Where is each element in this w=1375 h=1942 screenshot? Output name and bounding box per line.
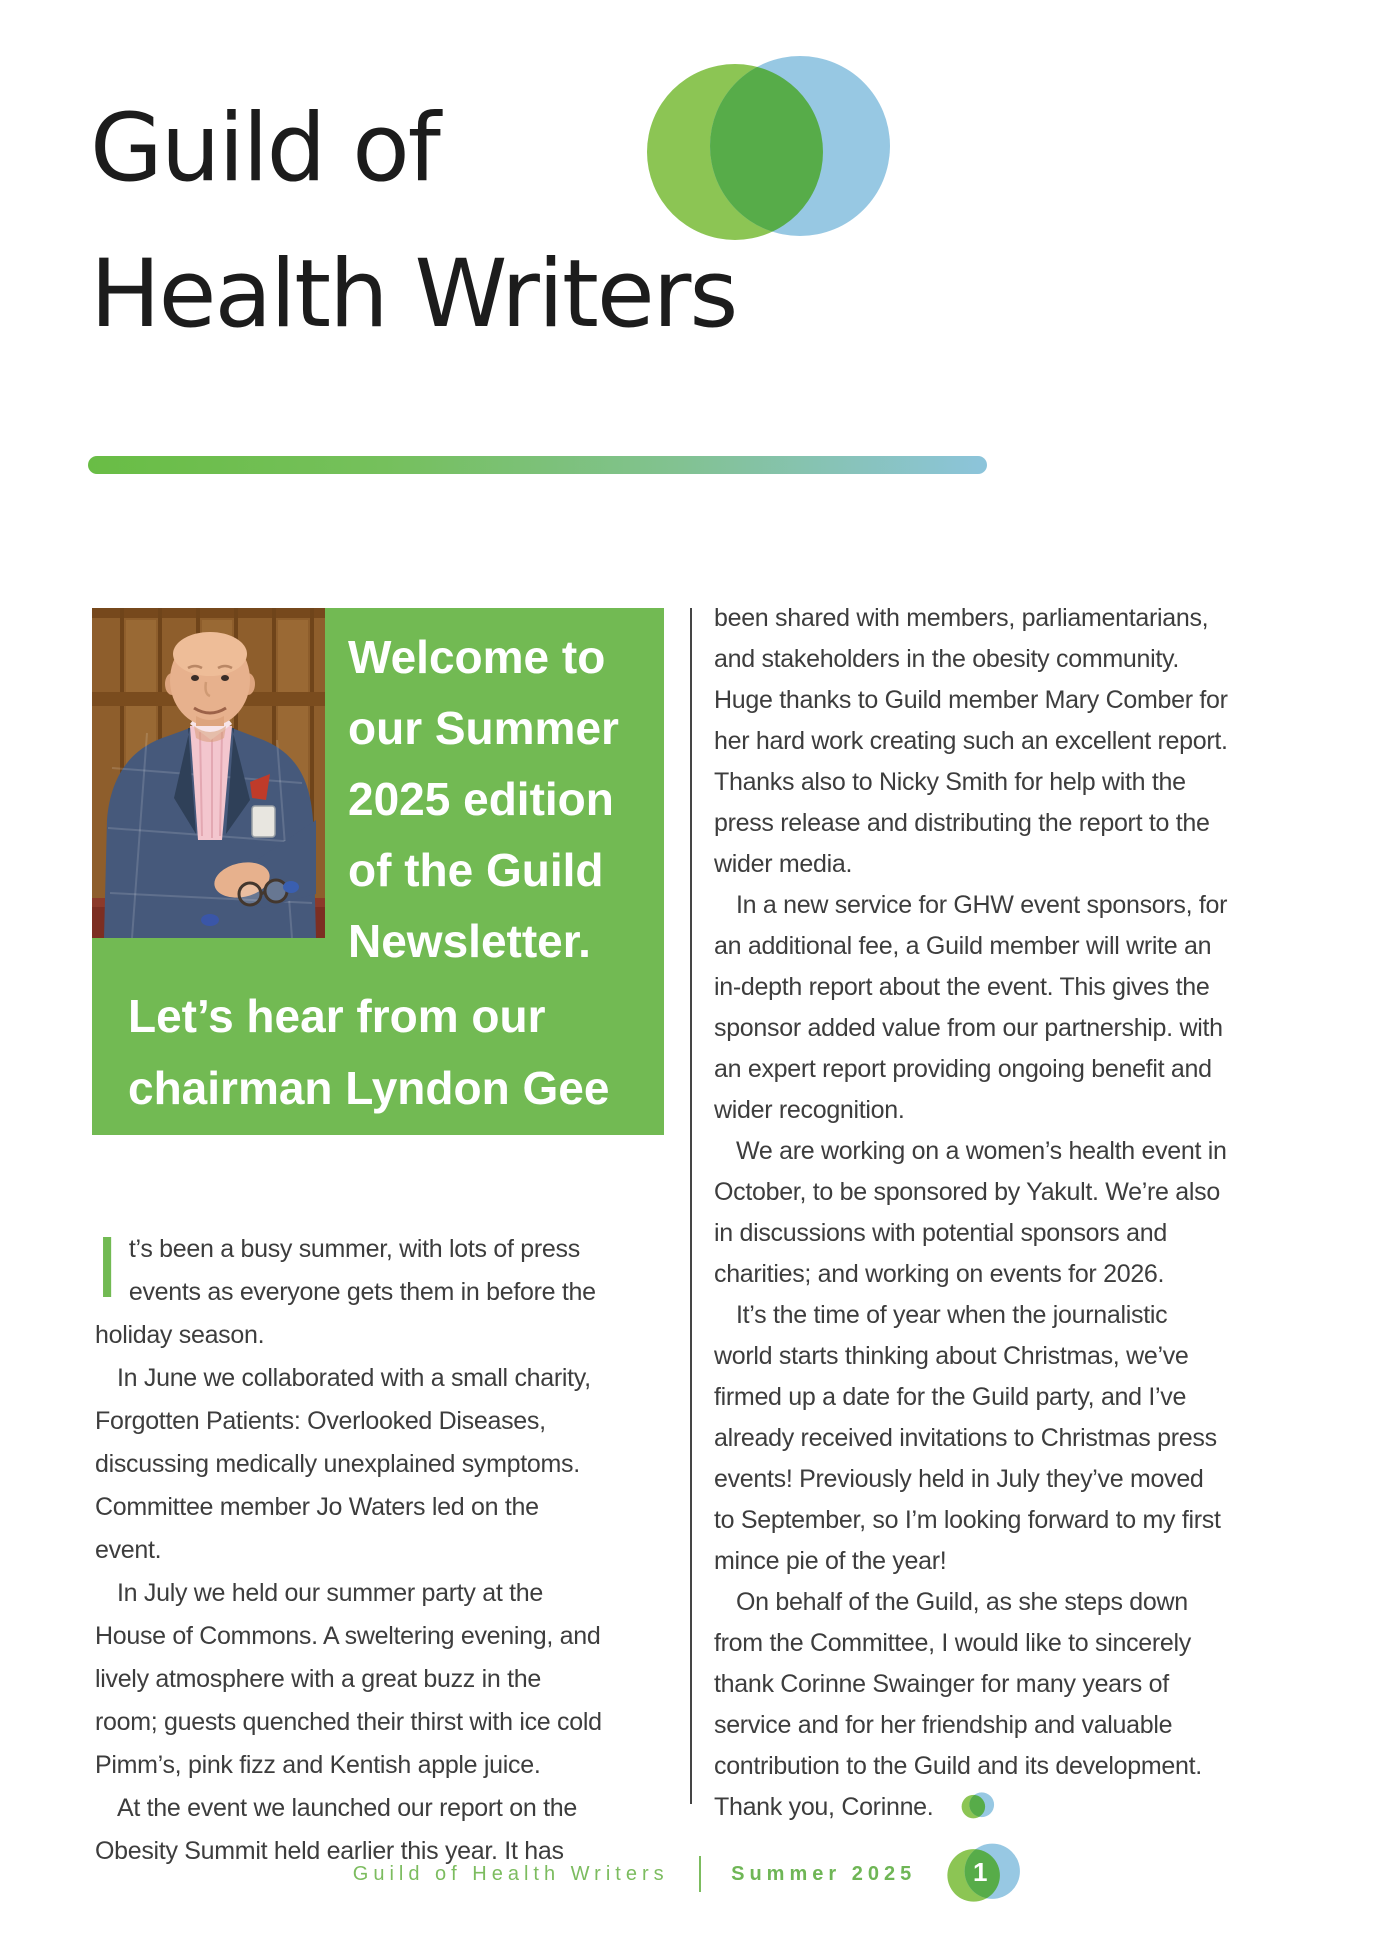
paragraph: At the event we launched our report on the Obesity Summit held earlier this year. It has [95,1794,577,1865]
paragraph: It’s been a busy summer, with lots of press events as everyone gets them in before the holiday season. [95,1219,596,1349]
page-number-badge [946,1840,1022,1908]
article-column-right [714,598,1228,1828]
gradient-rule [88,456,987,474]
paragraph: In June we collaborated with a small charity, Forgotten Patients: Overlooked Diseases, discussing medically unexplained symptoms. Committee member Jo Waters led on the event. [95,1364,591,1564]
paragraph: We are working on a women’s health event in October, to be sponsored by Yakult. We’re also in discussions with potential sponsors and charities; and working on events for 2026. [714,1137,1227,1288]
end-of-article-logo-icon [939,1791,995,1821]
page-number: 1 [972,1856,988,1887]
feature-headline: Welcome to our Summer 2025 edition of the Guild Newsletter. [348,631,619,967]
feature-subheadline: Let’s hear from our chairman Lyndon Gee [128,990,610,1114]
column-divider [690,608,692,1804]
page-footer [0,1836,1375,1912]
article-column-left [95,1219,609,1873]
guild-logo-icon [645,50,890,250]
paragraph: On behalf of the Guild, as she steps down from the Committee, I would like to sincerely thank Corinne Swainger for many years of service and for her friendship and valuable contribution to the Guild and its development. Thank you, Corinne. [714,1588,1202,1821]
masthead-title-line2: Health Writers [90,240,737,349]
paragraph: In a new service for GHW event sponsors, for an additional fee, a Guild member will write an in-depth report about the event. This gives the sponsor added value from our partnership. with an expert report providing ongoing benefit and wider recognition. [714,891,1228,1124]
masthead-title-line1: Guild of [90,94,439,203]
masthead-title [90,76,736,368]
footer-separator [699,1856,702,1892]
footer-org-name: Guild of Health Writers [352,1862,669,1885]
footer-issue: Summer 2025 [731,1862,917,1885]
paragraph: It’s the time of year when the journalistic world starts thinking about Christmas, we’ve firmed up a date for the Guild party, and I’ve already received invitations to Christmas press events! Previously held in July they’ve moved to September, so I’m looking forward to my first mince pie of the year! [714,1301,1221,1575]
paragraph: been shared with members, parliamentarians, and stakeholders in the obesity community. Huge thanks to Guild member Mary Comber for her hard work creating such an excellent report. Thanks also to Nicky Smith for help with the press release and distributing the report to the wider media. [714,604,1228,878]
chairman-photo [92,608,325,938]
feature-box [92,608,664,1135]
paragraph: In July we held our summer party at the House of Commons. A sweltering evening, and lively atmosphere with a great buzz in the room; guests quenched their thirst with ice cold Pimm’s, pink fizz and Kentish apple juice. [95,1579,602,1779]
